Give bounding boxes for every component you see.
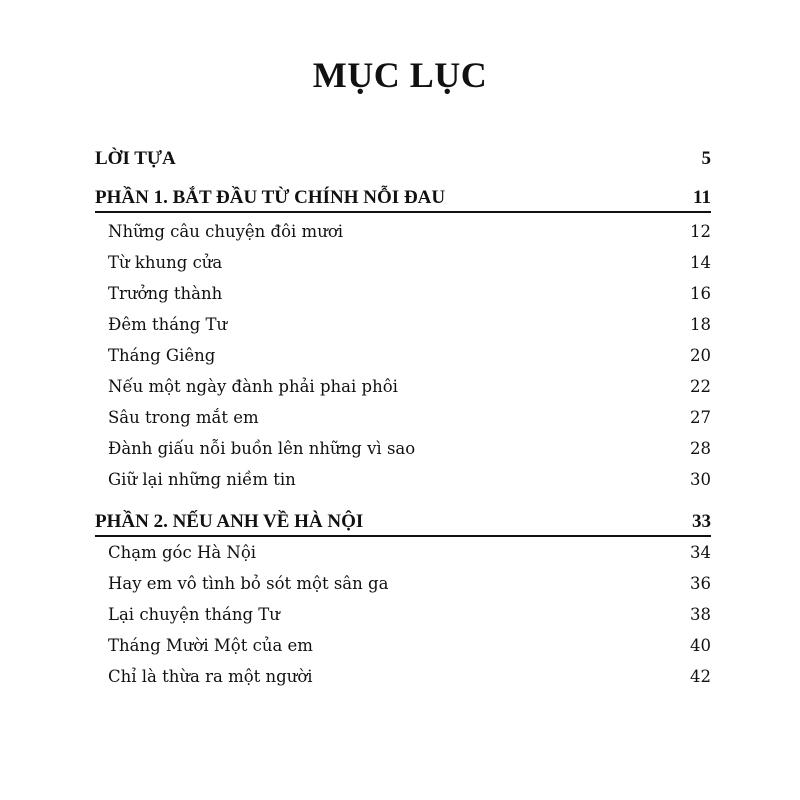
toc-entry-label: Những câu chuyện đôi mươi (108, 222, 344, 241)
toc-entry (108, 408, 711, 427)
toc-entry-page: 40 (690, 636, 711, 655)
toc-entry-page: 42 (690, 667, 711, 686)
toc-entry (108, 574, 711, 593)
toc-entry (108, 284, 711, 303)
toc-entry-page: 28 (690, 439, 711, 458)
toc-part-1-page: 11 (693, 187, 711, 208)
toc-entry-page: 30 (690, 470, 711, 489)
toc-entry-page: 18 (690, 315, 711, 334)
toc-entry-label: Lại chuyện tháng Tư (108, 605, 280, 624)
toc-entry-label: Chạm góc Hà Nội (108, 543, 257, 562)
toc-entry (108, 667, 711, 686)
toc-entry (108, 222, 711, 241)
toc-entry-label: Đành giấu nỗi buồn lên những vì sao (108, 439, 416, 458)
toc-part-1 (95, 187, 711, 213)
toc-part-2-label: PHẦN 2. NẾU ANH VỀ HÀ NỘI (95, 511, 364, 532)
toc-entry-label: Nếu một ngày đành phải phai phôi (108, 377, 398, 396)
toc-entry-label: Hay em vô tình bỏ sót một sân ga (108, 574, 389, 593)
toc-part-2 (95, 511, 711, 537)
toc-preface-label: LỜI TỰA (95, 148, 176, 169)
toc-entry (108, 253, 711, 272)
toc-entry-label: Trưởng thành (108, 284, 223, 303)
toc-entry-label: Từ khung cửa (108, 253, 223, 272)
toc-entry (108, 346, 711, 365)
toc-entry-page: 22 (690, 377, 711, 396)
toc-entry-page: 16 (690, 284, 711, 303)
toc-entry (108, 470, 711, 489)
toc-entry-page: 36 (690, 574, 711, 593)
toc-entry (108, 315, 711, 334)
page-title: MỤC LỤC (312, 55, 488, 95)
toc-part-1-label: PHẦN 1. BẮT ĐẦU TỪ CHÍNH NỖI ĐAU (95, 187, 446, 208)
toc-entry-page: 12 (690, 222, 711, 241)
toc-entry (108, 543, 711, 562)
toc-entry-label: Đêm tháng Tư (108, 315, 228, 334)
toc-entry-label: Tháng Mười Một của em (108, 636, 313, 655)
toc-part-2-page: 33 (692, 511, 711, 532)
toc-preface (95, 148, 711, 170)
toc-entry-label: Sâu trong mắt em (108, 408, 259, 427)
toc-entry-page: 14 (690, 253, 711, 272)
toc-entry-label: Giữ lại những niềm tin (108, 470, 296, 489)
toc-entry (108, 605, 711, 624)
toc-entry-label: Tháng Giêng (108, 346, 216, 365)
toc-entry-page: 20 (690, 346, 711, 365)
toc-preface-page: 5 (701, 148, 711, 169)
toc-entry (108, 377, 711, 396)
toc-entry-label: Chỉ là thừa ra một người (108, 667, 313, 686)
toc-entry-page: 27 (690, 408, 711, 427)
toc-entry (108, 439, 711, 458)
toc-entry-page: 38 (690, 605, 711, 624)
toc-entry (108, 636, 711, 655)
toc-entry-page: 34 (690, 543, 711, 562)
